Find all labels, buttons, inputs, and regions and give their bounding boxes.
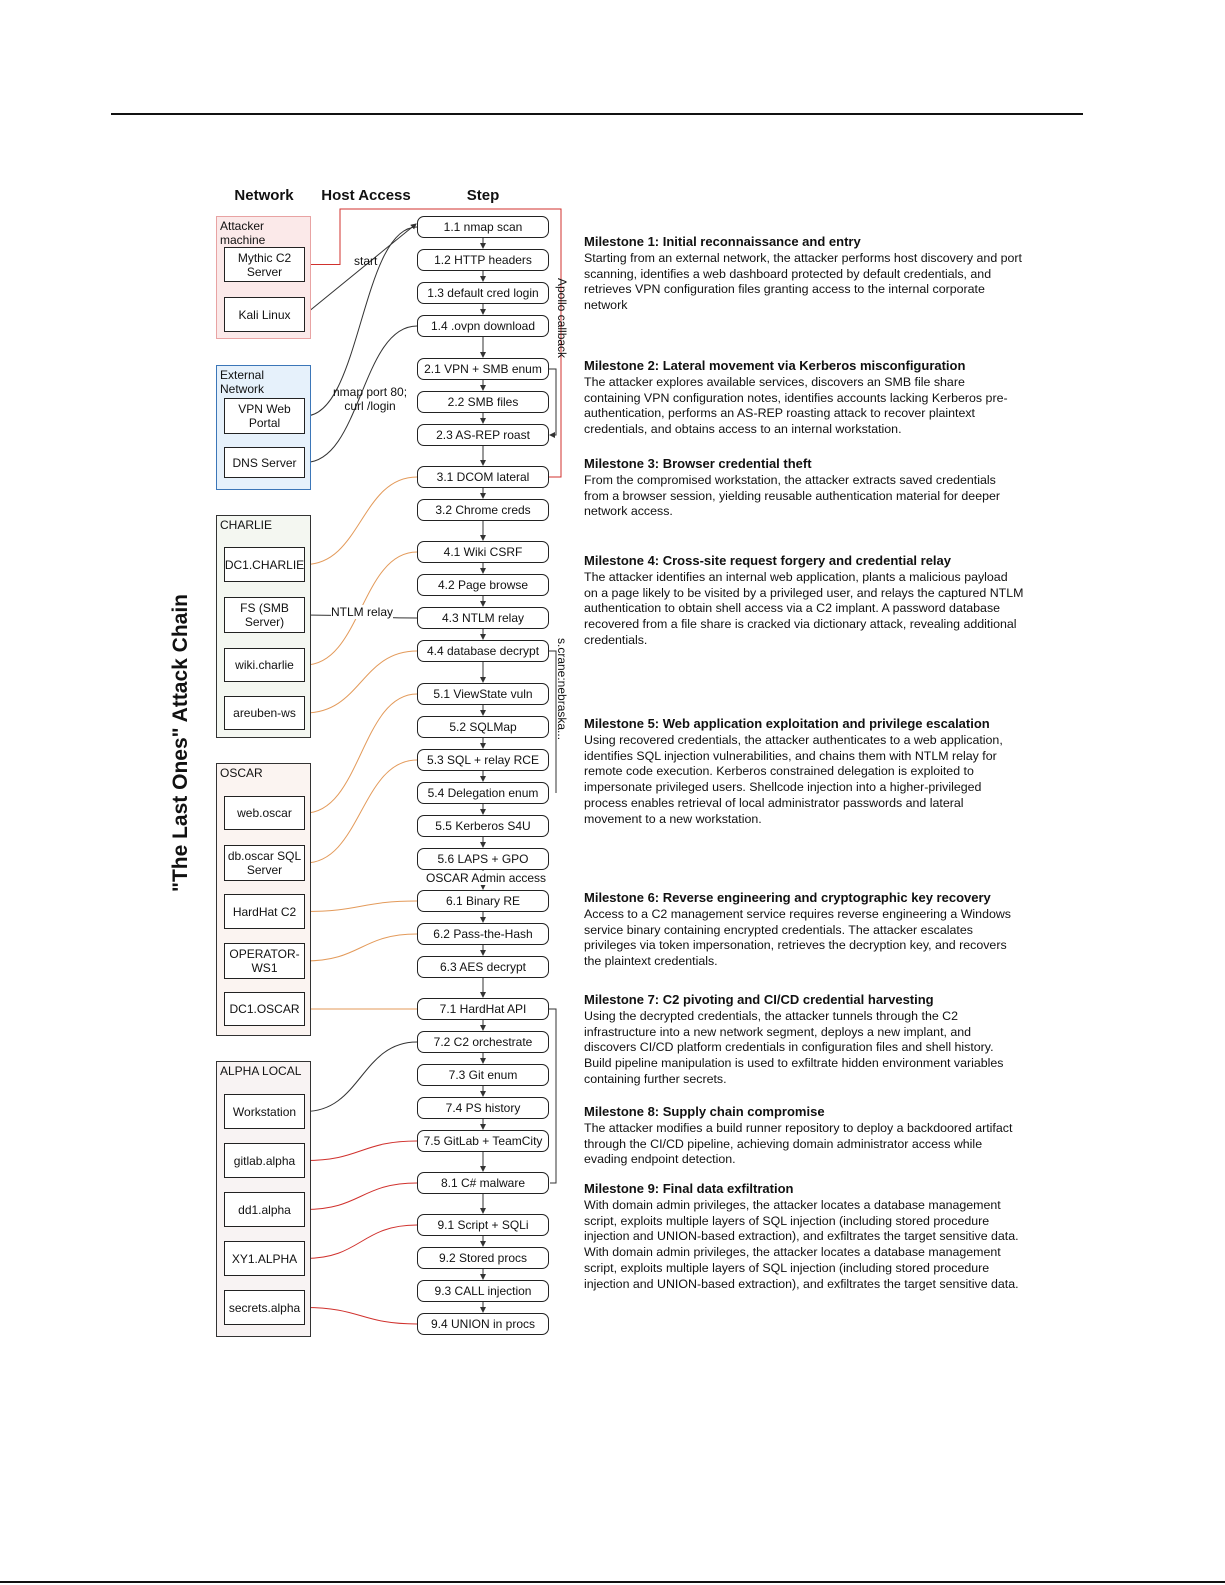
host-kali-linux: Kali Linux [224, 297, 305, 332]
step-1-2: 1.2 HTTP headers [417, 249, 549, 271]
link-dcom-dc1charlie [305, 477, 417, 565]
milestone-1 [584, 234, 1024, 314]
network-group-label: CHARLIE [220, 518, 273, 532]
step-5-2: 5.2 SQLMap [417, 716, 549, 738]
step-5-4: 5.4 Delegation enum [417, 782, 549, 804]
step-7-4: 7.4 PS history [417, 1097, 549, 1119]
step-5-5: 5.5 Kerberos S4U [417, 815, 549, 837]
step-9-3: 9.3 CALL injection [417, 1280, 549, 1302]
milestone-body: Access to a C2 management service requires reverse engineering a Windows service binary containing encrypted credentials. The attacker escalates privileges via token impersonation, retrieves the decryption key, and recovers the plaintext credentials. [584, 906, 1011, 969]
host-dc1-charlie: DC1.CHARLIE [224, 547, 305, 582]
step-4-1: 4.1 Wiki CSRF [417, 541, 549, 563]
milestone-body: Using the decrypted credentials, the attacker tunnels through the C2 infrastructure into a new network segment, deploys a new implant, and discovers CI/CD platform credentials in configuration files and shell history. Build pipeline manipulation is used to exfiltrate hidden environment variables containing further secrets. [584, 1008, 1004, 1086]
annotation-scrane-creds: s.crane:nebraska... [555, 638, 569, 741]
host-vpn-web-portal: VPN Web Portal [224, 398, 305, 434]
link-orchestrate-workstation [305, 1042, 417, 1112]
network-group-label: ALPHA LOCAL [220, 1064, 302, 1078]
milestone-body: The attacker modifies a build runner repository to deploy a backdoored artifact through the CI/CD pipeline, achieving domain administrator access while evading endpoint detection. [584, 1120, 1013, 1167]
step-2-1: 2.1 VPN + SMB enum [417, 358, 549, 380]
milestone-5 [584, 716, 1024, 828]
host-workstation: Workstation [224, 1094, 305, 1129]
step-5-6: 5.6 LAPS + GPO [417, 848, 549, 870]
step-7-5: 7.5 GitLab + TeamCity [417, 1130, 549, 1152]
step-3-1: 3.1 DCOM lateral [417, 466, 549, 488]
milestone-title: Milestone 9: Final data exfiltration [584, 1181, 794, 1196]
milestone-title: Milestone 7: C2 pivoting and CI/CD credential harvesting [584, 992, 934, 1007]
column-header-step: Step [466, 187, 500, 204]
milestone-body: With domain admin privileges, the attacker locates a database management script, exploits multiple layers of SQL injection (including stored procedure injection and UNION-based extraction), and exfiltrates the target sensitive data. [584, 1197, 1019, 1244]
host-operator-ws1: OPERATOR-WS1 [224, 943, 305, 979]
milestone-4 [584, 553, 1024, 649]
annotation-oscar-admin: OSCAR Admin access [426, 871, 547, 885]
milestone-title: Milestone 2: Lateral movement via Kerberos misconfiguration [584, 358, 966, 373]
host-dc1-oscar: DC1.OSCAR [224, 992, 305, 1026]
diagram-title: "The Last Ones" Attack Chain [169, 593, 192, 893]
host-hardhat-c2: HardHat C2 [224, 894, 305, 929]
milestone-title: Milestone 1: Initial reconnaissance and entry [584, 234, 861, 249]
link-smb-asrep [549, 369, 556, 435]
milestone-2 [584, 358, 1024, 438]
milestone-6 [584, 890, 1024, 970]
milestone-9 [584, 1181, 1024, 1293]
link-hardhat-malware [549, 1009, 556, 1183]
step-8-1: 8.1 C# malware [417, 1172, 549, 1194]
link-malware-dd1 [305, 1183, 417, 1210]
milestone-body: The attacker explores available services, discovers an SMB file share containing VPN configuration notes, identifies accounts lacking Kerberos pre-authentication, performs an AS-REP roasting attack to recover plaintext credentials, and obtains access to an internal workstation. [584, 374, 1008, 437]
host-db-oscar-sql-server: db.oscar SQL Server [224, 845, 305, 881]
host-areuben-ws: areuben-ws [224, 696, 305, 730]
step-2-2: 2.2 SMB files [417, 391, 549, 413]
link-kali-start [305, 224, 416, 315]
host-dd1-alpha: dd1.alpha [224, 1192, 305, 1227]
link-union-secrets [305, 1308, 417, 1325]
milestone-body: Starting from an external network, the attacker performs host discovery and port scanning, identifies a web dashboard protected by default credentials, and retrieves VPN configuration files granting access to the internal corporate network [584, 250, 1023, 313]
network-group-label: Attacker machine [220, 219, 266, 247]
step-1-1: 1.1 nmap scan [417, 216, 549, 238]
milestone-body: The attacker identifies an internal web application, plants a malicious payload on a page likely to be visited by a privileged user, and relays the captured NTLM authentication to obtain shell access via a C2 implant. A password database recovered from a file share is cracked via dictionary attack, revealing additional credentials. [584, 569, 1024, 647]
host-wiki-charlie: wiki.charlie [224, 648, 305, 682]
step-3-2: 3.2 Chrome creds [417, 499, 549, 521]
milestone-title: Milestone 8: Supply chain compromise [584, 1104, 825, 1119]
step-5-3: 5.3 SQL + relay RCE [417, 749, 549, 771]
host-fs-smb-server: FS (SMB Server) [224, 597, 305, 633]
host-web-oscar: web.oscar [224, 796, 305, 830]
link-decrypt-areuben [305, 651, 417, 713]
milestone-body: From the compromised workstation, the attacker extracts saved credentials from a browser session, yielding reusable authentication material for deeper network access. [584, 472, 1000, 519]
column-header-network: Network [234, 187, 294, 204]
step-2-3: 2.3 AS-REP roast [417, 424, 549, 446]
step-5-1: 5.1 ViewState vuln [417, 683, 549, 705]
step-7-1: 7.1 HardHat API [417, 998, 549, 1020]
link-script-xy1 [305, 1225, 417, 1259]
host-mythic-c2-server: Mythic C2 Server [224, 247, 305, 282]
link-viewstate-web [305, 694, 417, 813]
link-binary-hardhat [305, 901, 417, 912]
network-group-label: External Network [220, 368, 265, 396]
network-group-label: OSCAR [220, 766, 263, 780]
step-4-4: 4.4 database decrypt [417, 640, 549, 662]
annotation-ntlm-relay: NTLM relay [331, 605, 394, 619]
annotation-apollo-callback: Apollo callback [555, 278, 569, 359]
milestone-8 [584, 1104, 1024, 1168]
step-9-1: 9.1 Script + SQLi [417, 1214, 549, 1236]
column-header-host-access: Host Access [321, 187, 411, 204]
host-secrets-alpha: secrets.alpha [224, 1290, 305, 1325]
milestone-title: Milestone 4: Cross-site request forgery and credential relay [584, 553, 952, 568]
step-7-2: 7.2 C2 orchestrate [417, 1031, 549, 1053]
step-1-4: 1.4 .ovpn download [417, 315, 549, 337]
milestone-title: Milestone 3: Browser credential theft [584, 456, 812, 471]
step-9-4: 9.4 UNION in procs [417, 1313, 549, 1335]
host-gitlab-alpha: gitlab.alpha [224, 1143, 305, 1178]
step-6-3: 6.3 AES decrypt [417, 956, 549, 978]
link-sql-db [305, 760, 417, 863]
milestone-3 [584, 456, 1024, 520]
milestone-title: Milestone 5: Web application exploitation and privilege escalation [584, 716, 990, 731]
annotation-start: start [354, 254, 378, 268]
step-9-2: 9.2 Stored procs [417, 1247, 549, 1269]
link-gitlab [305, 1141, 417, 1161]
milestone-body-repeat: With domain admin privileges, the attacker locates a database management script, exploits multiple layers of SQL injection (including stored procedure injection and UNION-based extraction), and exfiltrates the target sensitive data. [584, 1245, 1019, 1291]
host-dns-server: DNS Server [224, 447, 305, 478]
step-4-2: 4.2 Page browse [417, 574, 549, 596]
milestone-7 [584, 992, 1024, 1088]
step-4-3: 4.3 NTLM relay [417, 607, 549, 629]
milestone-title: Milestone 6: Reverse engineering and cryptographic key recovery [584, 890, 991, 905]
link-pth-operator [305, 934, 417, 961]
host-xy1-alpha: XY1.ALPHA [224, 1241, 305, 1276]
step-7-3: 7.3 Git enum [417, 1064, 549, 1086]
step-6-2: 6.2 Pass-the-Hash [417, 923, 549, 945]
milestone-body: Using recovered credentials, the attacker authenticates to a web application, identifies SQL injection vulnerabilities, and chains them with NTLM relay for remote code execution. Kerberos constrained delegation is exploited to impersonate privileged users. Shellcode injection into a higher-privileged process enables retrieval of local administrator passwords and lateral movement to a new workstation. [584, 732, 1003, 826]
step-1-3: 1.3 default cred login [417, 282, 549, 304]
annotation-nmap-curl: nmap port 80; curl /login [333, 385, 408, 413]
step-6-1: 6.1 Binary RE [417, 890, 549, 912]
